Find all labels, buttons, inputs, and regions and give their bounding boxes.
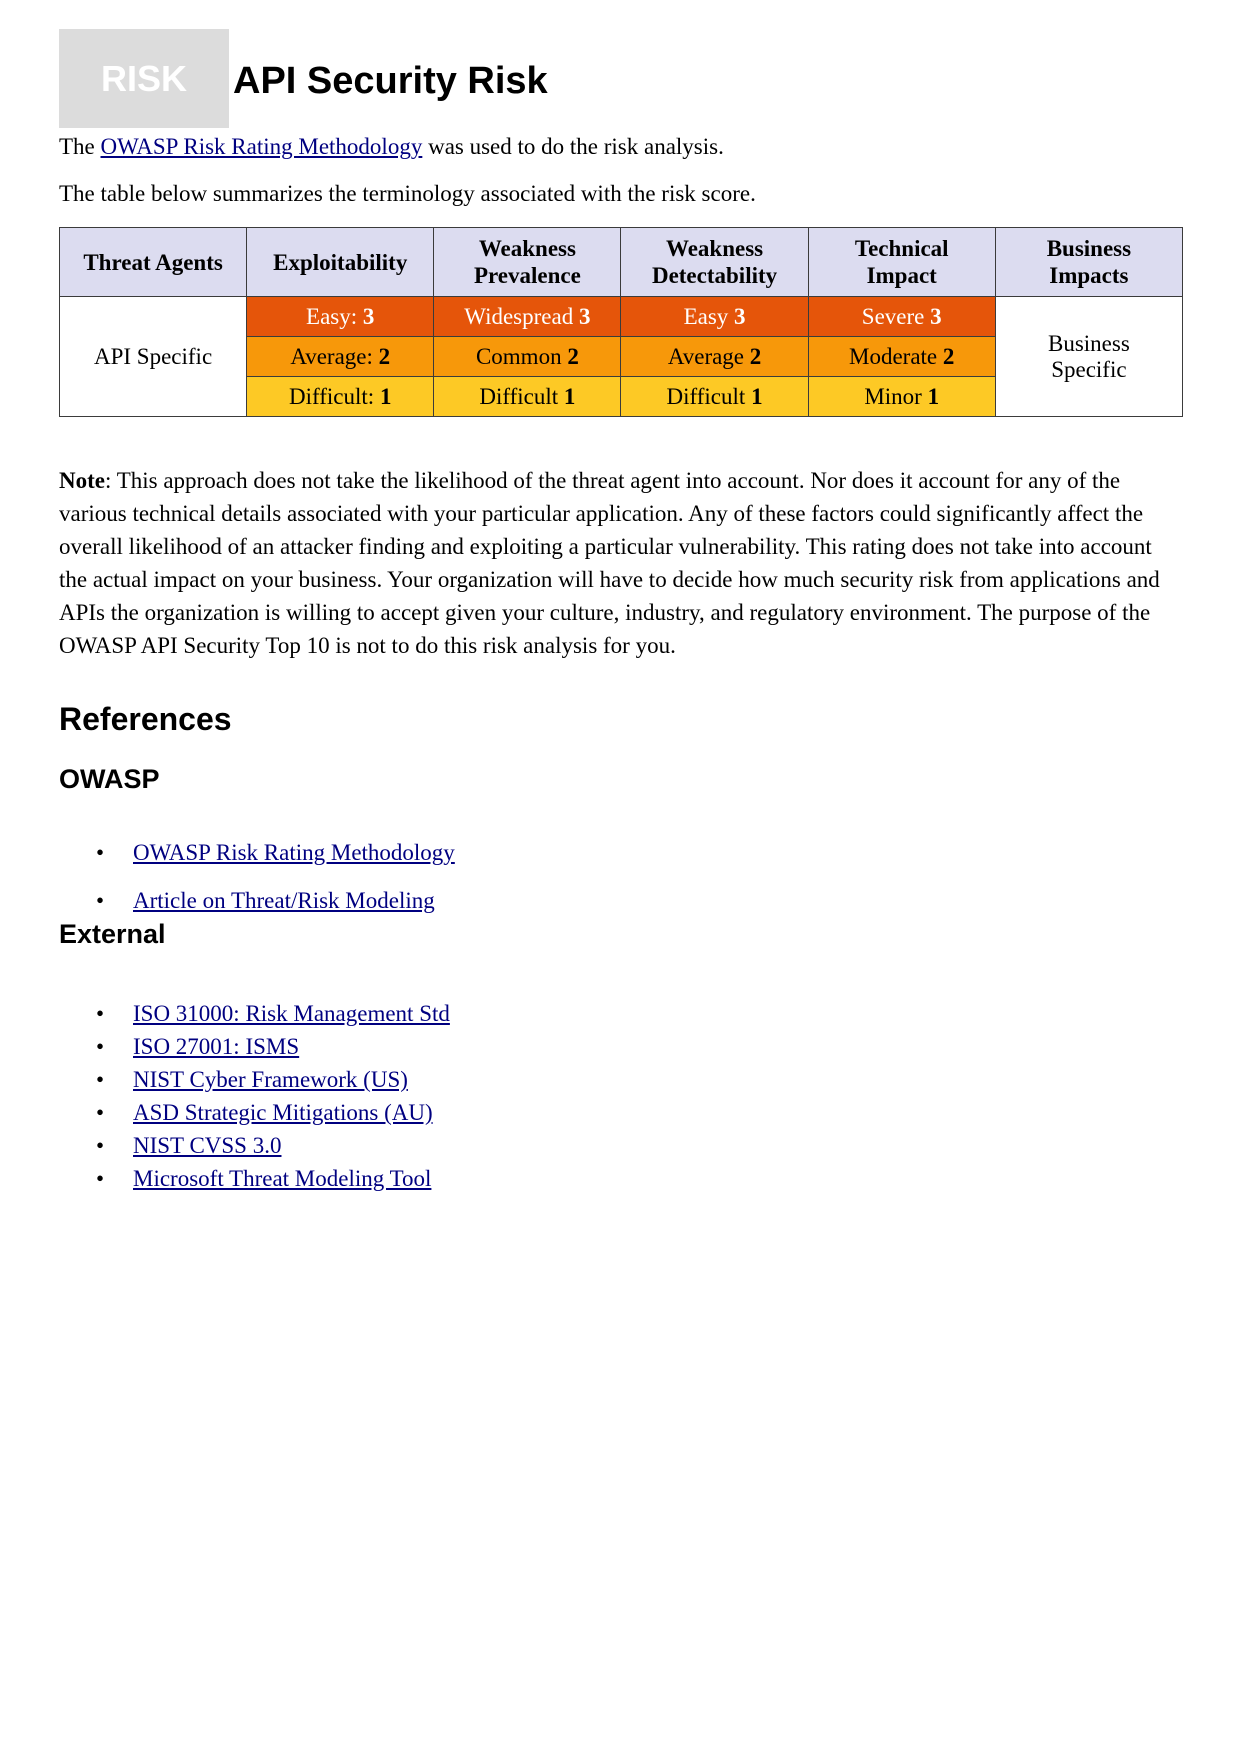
bullet-icon: • — [96, 1100, 105, 1125]
cell-threat-agents: API Specific — [60, 297, 247, 417]
table-row — [60, 297, 1183, 337]
cell-exploitability-low: Difficult: 1 — [247, 377, 434, 417]
cell-exploitability-medium: Average: 2 — [247, 337, 434, 377]
iso-27001-link[interactable]: ISO 27001: ISMS — [133, 1034, 300, 1059]
iso-31000-link[interactable]: ISO 31000: Risk Management Std — [133, 1001, 450, 1026]
header-technical-impact: Technical Impact — [808, 228, 995, 297]
title-row — [59, 29, 1183, 129]
list-item — [59, 839, 455, 867]
owasp-methodology-link[interactable]: OWASP Risk Rating Methodology — [100, 134, 423, 159]
nist-cvss-link[interactable]: NIST CVSS 3.0 — [133, 1133, 282, 1158]
header-threat-agents: Threat Agents — [60, 228, 247, 297]
bullet-icon: • — [96, 1001, 105, 1026]
cell-impact-high: Severe 3 — [808, 297, 995, 337]
intro-line-1 — [59, 133, 724, 161]
table-header-row — [60, 228, 1183, 297]
cell-exploitability-high: Easy: 3 — [247, 297, 434, 337]
page-title: API Security Risk — [233, 60, 548, 102]
bullet-icon: • — [96, 888, 105, 913]
cell-detectability-high: Easy 3 — [621, 297, 808, 337]
list-item — [59, 1096, 450, 1129]
bullet-icon: • — [96, 840, 105, 865]
list-item — [59, 1129, 450, 1162]
cell-prevalence-low: Difficult 1 — [434, 377, 621, 417]
note-label: Note — [59, 468, 105, 493]
asd-mitigations-link[interactable]: ASD Strategic Mitigations (AU) — [133, 1100, 433, 1125]
bullet-icon: • — [96, 1034, 105, 1059]
list-item — [59, 1162, 450, 1195]
risk-terminology-table — [59, 227, 1183, 417]
references-heading: References — [59, 701, 232, 737]
intro-line-2: The table below summarizes the terminology associated with the risk score. — [59, 181, 756, 206]
cell-prevalence-high: Widespread 3 — [434, 297, 621, 337]
list-item — [59, 1030, 450, 1063]
header-weakness-prevalence: Weakness Prevalence — [434, 228, 621, 297]
list-item — [59, 1063, 450, 1096]
owasp-risk-rating-link[interactable]: OWASP Risk Rating Methodology — [133, 840, 455, 865]
cell-business-impacts: Business Specific — [995, 297, 1182, 417]
header-business-impacts: Business Impacts — [995, 228, 1182, 297]
intro-prefix: The — [59, 134, 101, 159]
nist-cyber-framework-link[interactable]: NIST Cyber Framework (US) — [133, 1067, 408, 1092]
header-weakness-detectability: Weakness Detectability — [621, 228, 808, 297]
note-text: : This approach does not take the likelihood of the threat agent into account. Nor does it account for any of the various technical details associated with your particular application. Any of these factors could significantly affect the overall likelihood of an attacker finding and exploiting a particular vulnerability. This rating does not take into account the actual impact on your business. Your organization will have to decide how much security risk from applications and APIs the organization is willing to accept given your culture, industry, and regulatory environment. The purpose of the OWASP API Security Top 10 is not to do this risk analysis for you. — [59, 468, 1160, 658]
note-paragraph — [59, 464, 1183, 662]
microsoft-threat-modeling-link[interactable]: Microsoft Threat Modeling Tool — [133, 1166, 432, 1191]
list-item — [59, 997, 450, 1030]
cell-prevalence-medium: Common 2 — [434, 337, 621, 377]
header-exploitability: Exploitability — [247, 228, 434, 297]
list-item — [59, 887, 455, 915]
cell-impact-medium: Moderate 2 — [808, 337, 995, 377]
external-heading: External — [59, 919, 166, 949]
risk-badge: RISK — [59, 29, 229, 128]
bullet-icon: • — [96, 1166, 105, 1191]
cell-detectability-medium: Average 2 — [621, 337, 808, 377]
cell-impact-low: Minor 1 — [808, 377, 995, 417]
cell-detectability-low: Difficult 1 — [621, 377, 808, 417]
intro-suffix: was used to do the risk analysis. — [422, 134, 724, 159]
bullet-icon: • — [96, 1133, 105, 1158]
owasp-heading: OWASP — [59, 764, 160, 794]
bullet-icon: • — [96, 1067, 105, 1092]
document-page — [59, 29, 1183, 1191]
threat-risk-modeling-link[interactable]: Article on Threat/Risk Modeling — [133, 888, 435, 913]
external-links-list — [59, 997, 450, 1195]
